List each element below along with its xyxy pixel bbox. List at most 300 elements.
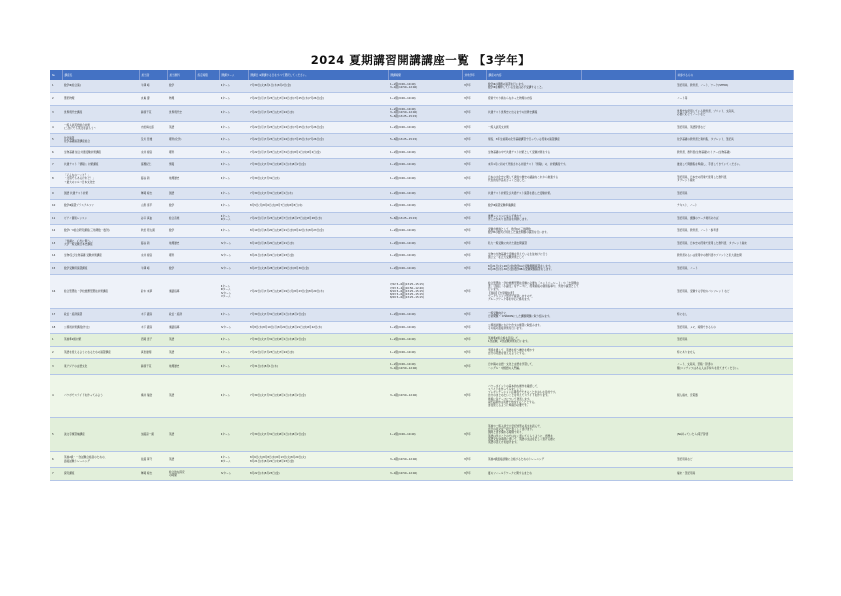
row-number-cell: 1 xyxy=(50,334,62,347)
course-name-cell: 国語 共通テスト対策 xyxy=(62,187,139,200)
period-cell xyxy=(195,80,219,93)
grade-cell: 3学年 xyxy=(462,146,486,159)
teacher-name-cell: 富樫紀仁 xyxy=(139,159,167,172)
term-cell: Ⅱターム xyxy=(219,187,248,200)
teacher-name-cell: 内田梅太郎 xyxy=(139,121,167,134)
period-cell xyxy=(195,321,219,334)
items-cell: 筆記用具 xyxy=(675,334,793,347)
table-row xyxy=(50,212,793,225)
items-cell: 筆記用具、課題のワーク場所あれば xyxy=(675,212,793,225)
times-cell: 1~2限(9:00~10:40) xyxy=(388,418,462,452)
times-cell: 5~6限(13:25~15:15) xyxy=(388,212,462,225)
subject-cell: 英語 xyxy=(167,121,195,134)
content-cell: 共通テスト対策及び共通テスト演習を通した受験対策。 xyxy=(486,187,581,200)
times-cell: 1~2限(9:00~10:40) 3~4限(10:50~12:40) xyxy=(388,80,462,93)
items-cell: 筆記用具、ノート xyxy=(675,262,793,275)
content-cell: 日中韓の言語・文化と言語を学習して、 ハングル・中国語の入門編。 xyxy=(486,359,581,375)
subject-cell: 総合音楽 xyxy=(167,212,195,225)
teacher-name-cell: 山形 泰平 xyxy=(139,200,167,213)
table-row xyxy=(50,237,793,250)
grade-cell: 3学年 xyxy=(462,121,486,134)
dates-cell: 7月22日(月)7月23日(火)7月24日(水)7月25日(木)7月26日(金) xyxy=(248,121,388,134)
row-number-cell: 2 xyxy=(50,93,62,106)
table-row xyxy=(50,321,793,334)
dates-cell: 8月5日(月)8月6日(火)8月7日(水)8月8日(木) xyxy=(248,200,388,213)
row-number-cell: 10 xyxy=(50,200,62,213)
items-cell: 化学基礎の教科書と資料集、タブレット、筆記具 xyxy=(675,134,793,147)
teacher-name-cell: 谷口 真由 xyxy=(139,212,167,225)
teacher-name-cell: 佐藤 夢乃 xyxy=(139,452,167,468)
content-extra-cell xyxy=(581,321,675,334)
times-cell: 1~2限(9:00~10:40) 3~4限(10:50~12:40) xyxy=(388,359,462,375)
subject-cell: 英語 xyxy=(167,375,195,418)
teacher-name-cell: 鈴木 来夢 xyxy=(139,275,167,309)
subject-cell: 政治・経済 xyxy=(167,309,195,322)
subject-cell: 地理歴史 xyxy=(167,237,195,250)
course-name-cell: 世界現代史講座 xyxy=(62,105,139,121)
period-cell xyxy=(195,250,219,263)
dates-cell: 7月30日(火)7月31日(水)8月1日(木)8月2日(金) xyxy=(248,418,388,452)
content-extra-cell xyxy=(581,452,675,468)
column-header: 担当教科 xyxy=(167,70,195,80)
dates-cell: 8月8日(木)8月19日(月)8月20日(火)8月21日(水)8月22日(木) xyxy=(248,321,388,334)
content-extra-cell xyxy=(581,262,675,275)
dates-cell: 7月22日(月)7月23日(火)7月24日(水) xyxy=(248,105,388,121)
content-cell: 数学Ⅲ演習受験準備講座 xyxy=(486,200,581,213)
content-cell: 受験が推進として、数学Ⅱの三角関数、 数学Bの数列に特化した過去問題の演習を行います。 xyxy=(486,225,581,238)
grade-cell: 3学年 xyxy=(462,225,486,238)
dates-cell: 7月30日(火)7月31日(水)8月1日(木) xyxy=(248,187,388,200)
dates-cell: 7月22日(月)7月23日(火)7月24日(水) xyxy=(248,346,388,359)
table-row xyxy=(50,134,793,147)
content-cell: 一般受験向けに、 日常問題～ CHARONにした講題問題に取り組みます。 xyxy=(486,309,581,322)
page-title: 2024 夏期講習開講講座一覧 【3学年】 xyxy=(310,53,531,67)
items-cell: 筆記用具など xyxy=(675,452,793,468)
content-extra-cell xyxy=(581,146,675,159)
course-name-cell: 選択物理 xyxy=(62,93,139,106)
content-cell: 英検準2級合格を目指して、 1次試験、2次試験対策を行います。 xyxy=(486,334,581,347)
grade-cell: 3学年 xyxy=(462,80,486,93)
table-row xyxy=(50,93,793,106)
items-cell: 個人端末、充電器 xyxy=(675,375,793,418)
table-row xyxy=(50,80,793,93)
course-name-cell: ピアノ個別レッスン xyxy=(62,212,139,225)
term-cell: Ⅳターム xyxy=(219,262,248,275)
content-cell: 授業でやり終わらなかった物理の内容 xyxy=(486,93,581,106)
period-cell xyxy=(195,93,219,106)
course-name-cell: 生物基礎 総合共通受験対策講座 xyxy=(62,146,139,159)
term-cell: Ⅱターム Ⅲターム xyxy=(219,452,248,468)
times-cell: 1~2限(9:00~10:40) xyxy=(388,321,462,334)
teacher-name-cell: 赫須千花 xyxy=(139,359,167,375)
period-cell xyxy=(195,225,219,238)
times-cell: 1~2限(9:00~10:40) xyxy=(388,262,462,275)
teacher-name-cell: 木下 顕彦 xyxy=(139,321,167,334)
times-cell: 5~6限(13:25~15:15) xyxy=(388,134,462,147)
times-cell: 3~4限(10:50~12:40) xyxy=(388,452,462,468)
items-cell: 端末・筆記用具 xyxy=(675,468,793,481)
dates-cell: 8月27日(火)8月28日(水)8月29日(木)8月30日(金) xyxy=(248,262,388,275)
items-cell: 筆記用具、日本史の授業で使用した教科書、タブレット端末 xyxy=(675,237,793,250)
row-number-cell: 3 xyxy=(50,359,62,375)
grade-cell: 3学年 xyxy=(462,262,486,275)
content-extra-cell xyxy=(581,187,675,200)
table-row xyxy=(50,225,793,238)
items-cell: 筆記用具、日本史の授業で使用した教科書、 タブレット端末 xyxy=(675,171,793,187)
times-cell: 1~2限(9:00~10:40) xyxy=(388,334,462,347)
row-number-cell: 7 xyxy=(50,468,62,481)
subject-cell: 地理歴史 xyxy=(167,359,195,375)
row-number-cell: 4 xyxy=(50,375,62,418)
subject-cell: 英語 xyxy=(167,346,195,359)
row-number-cell: 5 xyxy=(50,134,62,147)
grade-cell: 3学年 xyxy=(462,134,486,147)
subject-cell: 数学 xyxy=(167,200,195,213)
course-name-cell: 一般入試英語総合対策 (二次にでも英文を読もう～ xyxy=(62,121,139,134)
grade-cell: 3学年 xyxy=(462,159,486,172)
dates-cell: 7月30日(火)8月1日(木)8月2日(金) xyxy=(248,80,388,93)
subject-cell: 地理歴史 xyxy=(167,171,195,187)
term-cell: Ⅱターム xyxy=(219,359,248,375)
course-name-cell: 数学受験用演習講座 xyxy=(62,262,139,275)
course-name-cell: 総合型選抜・学校推薦型選抜対策講座 xyxy=(62,275,139,309)
dates-cell: 7月30日(火)7月31日(水)8月1日(木)8月2日(金) xyxy=(248,375,388,418)
items-cell: 特にありません xyxy=(675,346,793,359)
subject-cell: 英語 xyxy=(167,452,195,468)
teacher-name-cell: 木下 顕彦 xyxy=(139,309,167,322)
times-cell: 1~2限(9:00~10:40) xyxy=(388,225,462,238)
term-cell: Ⅱターム Ⅲターム xyxy=(219,212,248,225)
period-cell xyxy=(195,418,219,452)
times-cell: 1~2限(9:00~10:40) xyxy=(388,146,462,159)
teacher-name-cell: 赫須千花 xyxy=(139,105,167,121)
content-extra-cell xyxy=(581,237,675,250)
times-cell: 3~4限(10:50~12:40) xyxy=(388,375,462,418)
times-cell: 7/22 5~6限(13:25~15:15) 7/23 3~4限(10:50~12:40) 8/19 5~6限(13:25~15:15) 8/23 5~6限(13:25~15:15) 8/29 5~6限(13:25~15:15) xyxy=(388,275,462,309)
content-cell: 総合型選抜・学校推薦型選抜受験に必要な「エントリーシート」や「志望理由書」「面接」「小論文」をテーマに、授業前後の個別指導や、実技や演習として行います。 【面接】【志望理由書】 ワークショップ形式で演習しますので、 グループワーク等を中心に進めます。 xyxy=(486,275,581,309)
term-cell: Ⅱターム xyxy=(219,418,248,452)
grade-cell: 3学年 xyxy=(462,321,486,334)
period-cell xyxy=(195,262,219,275)
course-name-cell: 「そんなの一くり？」 ・文造でもあるけれど！」 ～最大のシルバ日本文化史 xyxy=(62,171,139,187)
items-cell: (NL持っていたら)電子辞書 xyxy=(675,418,793,452)
period-cell xyxy=(195,212,219,225)
items-cell: ノート等 xyxy=(675,93,793,106)
dates-cell: 7月30日(火)7月31日(水)8月1日(木)8月2日(金) xyxy=(248,309,388,322)
period-cell xyxy=(195,346,219,359)
row-number-cell: 13 xyxy=(50,237,62,250)
subject-cell: 世界現代史 xyxy=(167,105,195,121)
header-row xyxy=(50,70,793,80)
grade-cell: 3学年 xyxy=(462,309,486,322)
subject-cell: 英語 xyxy=(167,418,195,452)
term-cell: Ⅳターム xyxy=(219,468,248,481)
content-extra-cell xyxy=(581,375,675,418)
table-row xyxy=(50,121,793,134)
subject-cell: 数学 xyxy=(167,80,195,93)
content-cell: パワーポイントの基本的な操作を確認して、 スライドを作ってみましょう。 プレゼンテーションは資料でできることがおもな目的です。 自分のまとめたいことを考えてスライドを作ります。 最後に各テーマについて発表します。 ※作品制作は英語で作成することとする。 普段使えるように準備が必要です。 xyxy=(486,375,581,418)
column-header: 開講時間 xyxy=(388,70,462,80)
content-cell: 生物基礎の中で共通テスト対策として受験対策をする xyxy=(486,146,581,159)
course-name-cell: 数学Ⅲ演習プラスアルファ xyxy=(62,200,139,213)
times-cell: 1~2限(9:00~10:40) xyxy=(388,309,462,322)
column-header: 講座の内容 xyxy=(486,70,581,80)
period-cell xyxy=(195,146,219,159)
content-cell: 8月21日(火)-26日(金)数学ⅠAの受験問題演習をします。 8月28日(水)-30日(金)数学ⅡBの受験問題演習をします。 xyxy=(486,262,581,275)
items-cell: 筆記用具、英語辞書など xyxy=(675,121,793,134)
content-extra-cell xyxy=(581,309,675,322)
course-name-cell: 英検2級・一次試験合格者のための、 面接試験トレーニング xyxy=(62,452,139,468)
times-cell: 1~2限(9:00~10:40) xyxy=(388,250,462,263)
course-name-cell: パワポでスライドを作ってみよう xyxy=(62,375,139,418)
content-cell: 英検2級面接試験に合格するためのトレーニング xyxy=(486,452,581,468)
dates-cell: 7月22日(月)7月23日(火)8月19日(月)8月23日(金)8月29日(木) xyxy=(248,275,388,309)
row-number-cell: 15 xyxy=(50,262,62,275)
content-extra-cell xyxy=(581,134,675,147)
grade-cell: 3学年 xyxy=(462,452,486,468)
items-cell: 筆記用具、受験する学校のパンフレット など xyxy=(675,275,793,309)
content-cell: 共通テスト世界史に出るまでの世界史講義 xyxy=(486,105,581,121)
items-cell: 筆記用具 xyxy=(675,187,793,200)
times-cell: 1~2限(9:00~10:40) 3~4限(10:50~12:40) 5~6限(13:25~15:15) xyxy=(388,105,462,121)
dates-cell: 8月6日(火)8月8日(木)8月13日(火)8月20日(火) 8月21日(水)8月22日(木)8月23日(金) xyxy=(248,452,388,468)
term-cell: Ⅱターム Ⅲターム Ⅳターム Ⅴターム xyxy=(219,275,248,309)
row-number-cell: 14 xyxy=(50,250,62,263)
course-name-cell: 英語を使えるようになるための演習講座 xyxy=(62,346,139,359)
period-cell xyxy=(195,237,219,250)
row-number-cell: 9 xyxy=(50,187,62,200)
grade-cell: 3学年 xyxy=(462,212,486,225)
period-cell xyxy=(195,375,219,418)
term-cell: Ⅱターム xyxy=(219,309,248,322)
items-cell: 筆記用具、教科書、ノート、ワーク(STEPA) xyxy=(675,80,793,93)
grade-cell: 3学年 xyxy=(462,237,486,250)
content-extra-cell xyxy=(581,418,675,452)
table-row xyxy=(50,187,793,200)
content-extra-cell xyxy=(581,346,675,359)
subject-cell: 数学 xyxy=(167,225,195,238)
row-number-cell: 3 xyxy=(50,105,62,121)
teacher-name-cell: 加藤涼一朗 xyxy=(139,418,167,452)
row-number-cell: 11 xyxy=(50,212,62,225)
items-cell: ノート、文房具、筆箱・辞書の 類(コンテンツはある人は手持ちを見てきてください。 xyxy=(675,359,793,375)
column-header: 設定時限 xyxy=(195,70,219,80)
table-row xyxy=(50,359,793,375)
course-name-cell: 数学Ⅰ・Ⅱ総合研究講座(三角関数・数列) xyxy=(62,225,139,238)
dates-cell: 7月30日(火)7月31日(水)8月1日(木)8月2日(金) xyxy=(248,334,388,347)
content-cell: 推薦レッスンにならず乗れて 外したがあり自習者を判断します。 xyxy=(486,212,581,225)
times-cell: 3~4限(10:50~12:40) xyxy=(388,468,462,481)
times-cell: 1~2限(9:00~10:40) xyxy=(388,346,462,359)
table-row xyxy=(50,146,793,159)
dates-cell: 7月22日(月)7月23日(火)7月24日(水)7月25日(木)7月26日(金) xyxy=(248,134,388,147)
teacher-name-cell: 西岡 恵子 xyxy=(139,334,167,347)
column-header: 講座名 xyxy=(62,70,139,80)
subject-cell: 情報 xyxy=(167,159,195,172)
grade-cell: 3学年 xyxy=(462,171,486,187)
row-number-cell: 16 xyxy=(50,275,62,309)
period-cell xyxy=(195,275,219,309)
row-number-cell: 8 xyxy=(50,171,62,187)
grade-cell: 3学年 xyxy=(462,334,486,347)
content-extra-cell xyxy=(581,200,675,213)
table-row xyxy=(50,171,793,187)
course-name-cell: 政治・経済演習 xyxy=(62,309,139,322)
content-cell: 来年1月に初めて実施される共通テスト「情報Ⅰ」の、対策講座です。 xyxy=(486,159,581,172)
grade-cell: 3学年 xyxy=(462,93,486,106)
content-extra-cell xyxy=(581,468,675,481)
column-header: 持参するもの xyxy=(675,70,793,80)
period-cell xyxy=(195,334,219,347)
content-extra-cell xyxy=(581,121,675,134)
term-cell: Ⅱターム xyxy=(219,159,248,172)
content-extra-cell xyxy=(581,250,675,263)
row-number-cell: 6 xyxy=(50,452,62,468)
term-cell: Ⅱターム xyxy=(219,93,248,106)
term-cell: Ⅱターム xyxy=(219,134,248,147)
content-extra-cell xyxy=(581,334,675,347)
row-number-cell: 6 xyxy=(50,146,62,159)
content-extra-cell xyxy=(581,359,675,375)
column-header: 開講日 ※開講する日をすべて選択してください。 xyxy=(248,70,388,80)
dates-cell: 7月30日(火)7月31日(水)8月1日(木)8月2日(金) xyxy=(248,159,388,172)
grade-cell: 3学年 xyxy=(462,187,486,200)
column-header: 担当者 xyxy=(139,70,167,80)
teacher-name-cell: 舞岡 時志 xyxy=(139,468,167,481)
subject-cell: 英語 xyxy=(167,334,195,347)
content-cell: 私大一般受験に向けた過去問演習 xyxy=(486,237,581,250)
items-cell: 筆記用具、メモ、時間できるもの xyxy=(675,321,793,334)
course-name-cell: 生物Ⅰ及び生物基礎 受験対策講座 xyxy=(62,250,139,263)
grade-cell: 3学年 xyxy=(462,375,486,418)
dates-cell: 8月22日(木)8月23日(金) xyxy=(248,468,388,481)
items-cell: 特になし xyxy=(675,309,793,322)
items-cell: 筆記用具、教科書、ノート・参考書 xyxy=(675,225,793,238)
subject-cell: 物理 xyxy=(167,93,195,106)
content-cell: 夏のフィールドワークに関するまとめ xyxy=(486,468,581,481)
row-number-cell: 5 xyxy=(50,418,62,452)
row-number-cell: 7 xyxy=(50,159,62,172)
table-row xyxy=(50,375,793,418)
teacher-name-cell: 秋田 原太朗 xyxy=(139,225,167,238)
course-name-cell: 公務員対策講座[作文] xyxy=(62,321,139,334)
period-cell xyxy=(195,121,219,134)
content-cell: 一般入試英文対策 xyxy=(486,121,581,134)
content-cell: 英検や一般入試で大学記述型の長文を読んで、 自分の英文を一段と書くしく書けます。 国際と書き慣れる時間であり、 英語は学ぶことのではなく書いてもらうように、感想を 英語文を効率的に書いて、英語の文法を正しく書ける様に 英語の答え方を掛けます。 xyxy=(486,418,581,452)
term-cell: Ⅱターム xyxy=(219,146,248,159)
row-number-cell: 2 xyxy=(50,346,62,359)
period-cell xyxy=(195,200,219,213)
content-extra-cell xyxy=(581,225,675,238)
content-extra-cell xyxy=(581,275,675,309)
content-cell: 公務員試験にむけた作文の練習に取組みます。 その後の面接対策を行います。 xyxy=(486,321,581,334)
row-number-cell: 18 xyxy=(50,321,62,334)
teacher-name-cell: 永井 樹音 xyxy=(139,250,167,263)
times-cell: 1~2限(9:00~10:40) xyxy=(388,171,462,187)
subject-cell: 進路指導 xyxy=(167,321,195,334)
table-row xyxy=(50,159,793,172)
table-row xyxy=(50,418,793,452)
row-number-cell: 1 xyxy=(50,80,62,93)
times-cell: 1~2限(9:00~10:40) xyxy=(388,121,462,134)
course-name-cell: 探究講座 xyxy=(62,468,139,481)
term-cell: Ⅱターム xyxy=(219,121,248,134)
period-cell xyxy=(195,359,219,375)
period-cell xyxy=(195,468,219,481)
table-row xyxy=(50,468,793,481)
table-body xyxy=(50,80,793,480)
grade-cell: 3学年 xyxy=(462,359,486,375)
subject-cell: 総合的な探究 の時間 xyxy=(167,468,195,481)
grade-cell: 3学年 xyxy=(462,418,486,452)
period-cell xyxy=(195,309,219,322)
term-cell: Ⅳターム xyxy=(219,250,248,263)
subject-cell: 国語 xyxy=(167,187,195,200)
period-cell xyxy=(195,171,219,187)
table-row xyxy=(50,200,793,213)
content-cell: 現役、3年生前期の化学基礎講習で行っている授業の演習講座 xyxy=(486,134,581,147)
teacher-name-cell: 真世健翔 xyxy=(139,346,167,359)
period-cell xyxy=(195,187,219,200)
content-extra-cell xyxy=(581,93,675,106)
times-cell: 1~2限(9:00~10:40) xyxy=(388,187,462,200)
dates-cell: 7月22日(月)7月23日(火)7月24日(水)7月25日(木)7月26日(金) xyxy=(248,93,388,106)
subject-cell: 進路指導 xyxy=(167,275,195,309)
items-cell: 教科書あるいは使用中の教科書やプリントと私大過去問 xyxy=(675,250,793,263)
content-cell: 実践を通して、英語を使う機会を増やす 自分の英語を使えるようにする。 xyxy=(486,346,581,359)
course-name-cell: 美文字練習補講座 xyxy=(62,418,139,452)
teacher-name-cell: 横井 瑞浩 xyxy=(139,375,167,418)
teacher-name-cell: 牛澤 峰 xyxy=(139,262,167,275)
times-cell: 1~2限(9:00~10:40) xyxy=(388,93,462,106)
grade-cell: 3学年 xyxy=(462,275,486,309)
dates-cell: 8月21日(水)8月22日(木)8月23日(金) xyxy=(248,250,388,263)
times-cell: 1~2限(9:00~10:40) xyxy=(388,159,462,172)
course-table xyxy=(50,70,794,481)
term-cell: Ⅱターム xyxy=(219,225,248,238)
course-name-cell: 共通テスト「情報Ⅰ」対策講座 xyxy=(62,159,139,172)
period-cell xyxy=(195,105,219,121)
course-name-cell: 化学演習 化学基礎演習講座総合 xyxy=(62,134,139,147)
subject-cell: 理科(化学) xyxy=(167,134,195,147)
table-row xyxy=(50,250,793,263)
teacher-name-cell: 及川 哲雄 xyxy=(139,134,167,147)
content-cell: 生物や生物基礎で受験を考えている生徒向けに行う 国公立・私立大受験対策として xyxy=(486,250,581,263)
term-cell: Ⅱターム xyxy=(219,105,248,121)
dates-cell: 7月22日(月)7月23日(火)8月7日(水)8月27日(火)8月28日(水) xyxy=(248,212,388,225)
table-row xyxy=(50,452,793,468)
course-name-cell: 「知識に、心光に問う。」 大学一般受験日本史講座 xyxy=(62,237,139,250)
term-cell: Ⅱターム xyxy=(219,346,248,359)
term-cell: Ⅱターム xyxy=(219,80,248,93)
column-header: № xyxy=(50,70,62,80)
items-cell: 推奨して問題集を準備し、手書してきていてください。 xyxy=(675,159,793,172)
teacher-name-cell: 藤谷 新 xyxy=(139,171,167,187)
items-cell: テキスト、ノート xyxy=(675,200,793,213)
dates-cell: 7月31日(水)8月1日(木) xyxy=(248,359,388,375)
term-cell: Ⅳターム xyxy=(219,321,248,334)
column-header: 開講ターム xyxy=(219,70,248,80)
grade-cell: 3学年 xyxy=(462,200,486,213)
items-cell: 教科書、教科書(生物基礎)セミナー(生物基礎) xyxy=(675,146,793,159)
teacher-name-cell: 舞岡 時志 xyxy=(139,187,167,200)
grade-cell: 3学年 xyxy=(462,468,486,481)
period-cell xyxy=(195,134,219,147)
row-number-cell: 12 xyxy=(50,225,62,238)
items-cell: 世界史を使用している教科書、プリント、文房具、 必要に応じてノートなど xyxy=(675,105,793,121)
content-extra-cell xyxy=(581,212,675,225)
table-row xyxy=(50,275,793,309)
